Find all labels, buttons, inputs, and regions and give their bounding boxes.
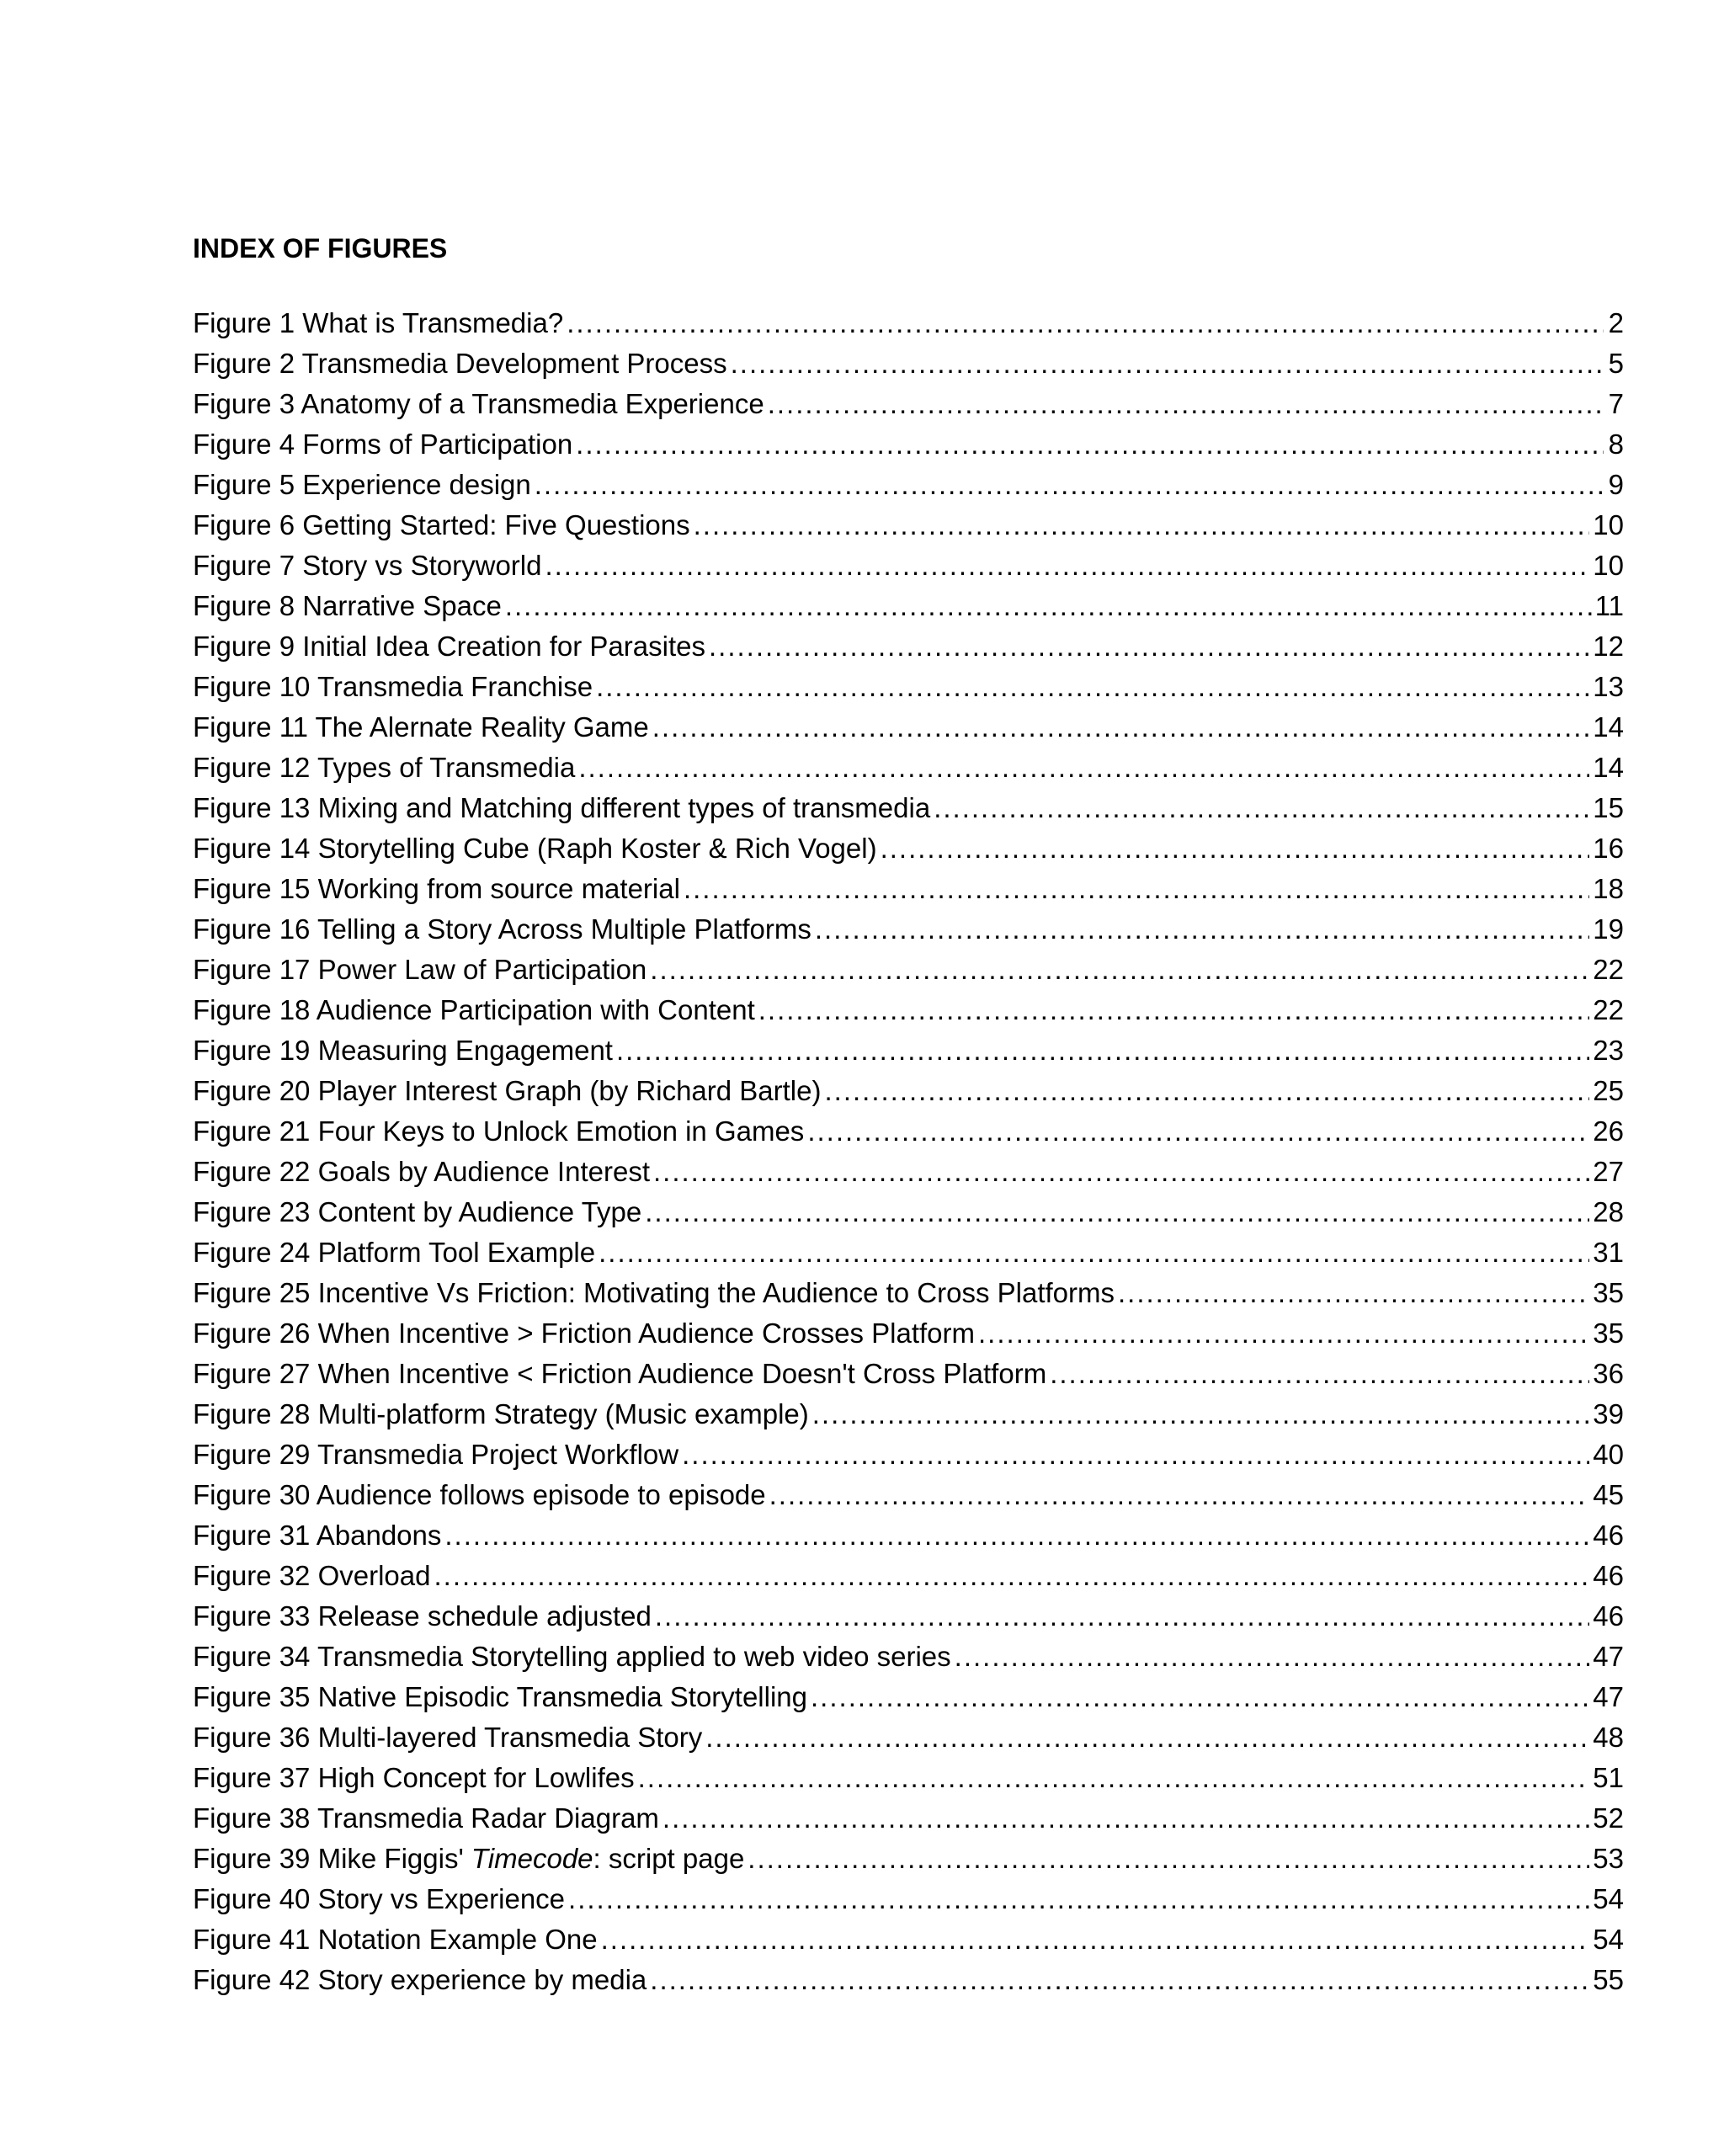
page-number: 22 (1593, 994, 1624, 1025)
page-number: 14 (1593, 752, 1624, 783)
page-number: 46 (1593, 1520, 1624, 1551)
figure-title: Figure 5 Experience design (193, 469, 531, 500)
figure-title-suffix: : script page (593, 1843, 745, 1874)
figure-index-entry[interactable] (193, 748, 1624, 788)
page-number: 48 (1593, 1722, 1624, 1753)
page-number: 8 (1608, 429, 1624, 460)
figure-index-entry[interactable] (193, 1717, 1624, 1758)
figure-title: Figure 38 Transmedia Radar Diagram (193, 1802, 659, 1834)
figure-title: Figure 3 Anatomy of a Transmedia Experience (193, 388, 764, 419)
page-number: 7 (1608, 388, 1624, 419)
figure-index-entry[interactable] (193, 1556, 1624, 1596)
page-number: 2 (1608, 307, 1624, 338)
dot-leader (576, 424, 1604, 465)
dot-leader (596, 667, 1589, 707)
dot-leader (769, 1475, 1590, 1515)
page-number: 40 (1593, 1439, 1624, 1470)
page-number: 12 (1593, 631, 1624, 662)
figure-title: Figure 9 Initial Idea Creation for Parasites (193, 631, 705, 662)
figure-index-entry[interactable] (193, 788, 1624, 828)
figure-title: Figure 40 Story vs Experience (193, 1883, 566, 1914)
dot-leader (684, 869, 1589, 909)
figure-index-entry[interactable] (193, 626, 1624, 667)
page-number: 18 (1593, 873, 1624, 904)
figure-index-entry[interactable] (193, 1960, 1624, 2000)
page-title: INDEX OF FIGURES (193, 233, 448, 264)
dot-leader (653, 1152, 1589, 1192)
dot-leader (568, 1879, 1589, 1919)
figure-index-entry[interactable] (193, 546, 1624, 586)
dot-leader (650, 1960, 1589, 2000)
figure-index-entry[interactable] (193, 1071, 1624, 1111)
figure-index-entry[interactable] (193, 1394, 1624, 1435)
dot-leader (815, 909, 1589, 950)
figure-index-entry[interactable] (193, 869, 1624, 909)
page-number: 52 (1593, 1802, 1624, 1834)
dot-leader (705, 1717, 1589, 1758)
figure-title: Figure 30 Audience follows episode to episode (193, 1479, 766, 1510)
figure-title: Figure 13 Mixing and Matching different types of transmedia (193, 792, 931, 823)
figure-title: Figure 2 Transmedia Development Process (193, 348, 727, 379)
dot-leader (824, 1071, 1589, 1111)
dot-leader (682, 1435, 1589, 1475)
dot-leader (955, 1637, 1590, 1677)
dot-leader (616, 1030, 1589, 1071)
figure-title: Figure 29 Transmedia Project Workflow (193, 1439, 679, 1470)
page-number: 36 (1593, 1358, 1624, 1389)
page-number: 22 (1593, 954, 1624, 985)
page-number: 51 (1593, 1762, 1624, 1793)
figure-title: Figure 4 Forms of Participation (193, 429, 573, 460)
figure-index-entry[interactable] (193, 1354, 1624, 1394)
figure-title (193, 1839, 744, 1879)
figure-title: Figure 18 Audience Participation with Content (193, 994, 755, 1025)
dot-leader (748, 1839, 1589, 1879)
dot-leader (444, 1515, 1589, 1556)
figure-index-entry[interactable] (193, 950, 1624, 990)
page-number: 19 (1593, 913, 1624, 945)
page-number: 35 (1593, 1277, 1624, 1308)
figure-index-entry[interactable] (193, 505, 1624, 546)
page-number: 46 (1593, 1600, 1624, 1632)
page-number: 10 (1593, 550, 1624, 581)
figure-index-entry[interactable] (193, 1758, 1624, 1798)
figure-index-entry[interactable] (193, 1879, 1624, 1919)
figure-title: Figure 19 Measuring Engagement (193, 1035, 613, 1066)
figure-title: Figure 25 Incentive Vs Friction: Motivating the Audience to Cross Platforms (193, 1277, 1115, 1308)
page-number: 55 (1593, 1964, 1624, 1995)
figure-title: Figure 21 Four Keys to Unlock Emotion in Games (193, 1115, 805, 1147)
figure-title: Figure 42 Story experience by media (193, 1964, 647, 1995)
figure-index-entry[interactable] (193, 1273, 1624, 1313)
figure-title-prefix: Figure 39 Mike Figgis' (193, 1843, 471, 1874)
figure-index-entry[interactable] (193, 1637, 1624, 1677)
figure-index-entry[interactable] (193, 828, 1624, 869)
figure-index-entry[interactable] (193, 586, 1624, 626)
page-number: 27 (1593, 1156, 1624, 1187)
figure-index-entry[interactable] (193, 909, 1624, 950)
page-number: 13 (1593, 671, 1624, 702)
figure-title: Figure 12 Types of Transmedia (193, 752, 576, 783)
dot-leader (694, 505, 1590, 546)
figure-index-entry[interactable] (193, 1030, 1624, 1071)
dot-leader (535, 465, 1604, 505)
page-number: 54 (1593, 1924, 1624, 1955)
figure-index-entry[interactable] (193, 707, 1624, 748)
figure-title: Figure 35 Native Episodic Transmedia Storytelling (193, 1681, 808, 1712)
page-number: 10 (1593, 509, 1624, 540)
dot-leader (807, 1111, 1589, 1152)
figure-index-entry[interactable] (193, 1435, 1624, 1475)
page-number: 35 (1593, 1318, 1624, 1349)
dot-leader (881, 828, 1590, 869)
figure-index-entry[interactable] (193, 1596, 1624, 1637)
figure-index-entry[interactable] (193, 1677, 1624, 1717)
figure-index-entry[interactable] (193, 1313, 1624, 1354)
page-number: 5 (1608, 348, 1624, 379)
dot-leader (545, 546, 1589, 586)
figure-index-entry[interactable] (193, 1839, 1624, 1879)
page-number: 26 (1593, 1115, 1624, 1147)
figure-index-entry[interactable] (193, 1111, 1624, 1152)
figure-index-entry[interactable] (193, 1798, 1624, 1839)
figure-index-entry[interactable] (193, 667, 1624, 707)
dot-leader (812, 1394, 1590, 1435)
figure-index-entry[interactable] (193, 465, 1624, 505)
page-number: 46 (1593, 1560, 1624, 1591)
page-number: 53 (1593, 1843, 1624, 1874)
dot-leader (662, 1798, 1589, 1839)
figure-title: Figure 32 Overload (193, 1560, 431, 1591)
figure-title: Figure 24 Platform Tool Example (193, 1237, 596, 1268)
dot-leader (655, 1596, 1589, 1637)
figure-index-entry[interactable] (193, 1475, 1624, 1515)
dot-leader (709, 626, 1589, 667)
figure-title: Figure 17 Power Law of Participation (193, 954, 647, 985)
figure-title: Figure 26 When Incentive > Friction Audience Crosses Platform (193, 1318, 976, 1349)
figure-title: Figure 8 Narrative Space (193, 590, 502, 621)
figure-index-entry[interactable] (193, 343, 1624, 384)
page-number: 47 (1593, 1641, 1624, 1672)
page-number: 15 (1593, 792, 1624, 823)
page-number: 14 (1593, 711, 1624, 743)
page-number: 39 (1593, 1398, 1624, 1429)
dot-leader (650, 950, 1589, 990)
dot-leader (505, 586, 1592, 626)
figure-index-list (193, 303, 1624, 2000)
figure-title: Figure 41 Notation Example One (193, 1924, 598, 1955)
figure-title: Figure 33 Release schedule adjusted (193, 1600, 652, 1632)
figure-index-entry[interactable] (193, 1919, 1624, 1960)
figure-index-entry[interactable] (193, 1515, 1624, 1556)
figure-title: Figure 34 Transmedia Storytelling applied to web video series (193, 1641, 951, 1672)
page-number: 16 (1593, 833, 1624, 864)
page-number: 28 (1593, 1196, 1624, 1227)
page-number: 54 (1593, 1883, 1624, 1914)
page-number: 11 (1594, 590, 1624, 621)
figure-title: Figure 37 High Concept for Lowlifes (193, 1762, 635, 1793)
dot-leader (978, 1313, 1589, 1354)
figure-title: Figure 27 When Incentive < Friction Audience Doesn't Cross Platform (193, 1358, 1047, 1389)
page-number: 31 (1593, 1237, 1624, 1268)
dot-leader (731, 343, 1604, 384)
figure-title: Figure 1 What is Transmedia? (193, 307, 564, 338)
figure-title: Figure 22 Goals by Audience Interest (193, 1156, 650, 1187)
dot-leader (768, 384, 1604, 424)
figure-title: Figure 6 Getting Started: Five Questions (193, 509, 690, 540)
figure-index-entry[interactable] (193, 1192, 1624, 1232)
dot-leader (567, 303, 1604, 343)
dot-leader (758, 990, 1590, 1030)
figure-index-entry[interactable] (193, 303, 1624, 343)
figure-index-entry[interactable] (193, 424, 1624, 465)
page-number: 9 (1608, 469, 1624, 500)
dot-leader (652, 707, 1590, 748)
figure-title: Figure 36 Multi-layered Transmedia Story (193, 1722, 703, 1753)
figure-title: Figure 14 Storytelling Cube (Raph Koster & Rich Vogel) (193, 833, 877, 864)
dot-leader (811, 1677, 1589, 1717)
figure-title: Figure 10 Transmedia Franchise (193, 671, 593, 702)
figure-title: Figure 16 Telling a Story Across Multiple Platforms (193, 913, 811, 945)
page-number: 47 (1593, 1681, 1624, 1712)
dot-leader (578, 748, 1589, 788)
dot-leader (434, 1556, 1589, 1596)
figure-title: Figure 15 Working from source material (193, 873, 680, 904)
figure-title: Figure 11 The Alernate Reality Game (193, 711, 649, 743)
figure-title: Figure 31 Abandons (193, 1520, 442, 1551)
figure-title: Figure 7 Story vs Storyworld (193, 550, 542, 581)
figure-title-italic: Timecode (471, 1843, 593, 1874)
dot-leader (601, 1919, 1590, 1960)
dot-leader (1118, 1273, 1589, 1313)
figure-index-entry[interactable] (193, 384, 1624, 424)
page-number: 23 (1593, 1035, 1624, 1066)
figure-index-entry[interactable] (193, 1152, 1624, 1192)
dot-leader (645, 1192, 1589, 1232)
figure-title: Figure 20 Player Interest Graph (by Richard Bartle) (193, 1075, 822, 1106)
page-number: 25 (1593, 1075, 1624, 1106)
figure-title: Figure 28 Multi-platform Strategy (Music example) (193, 1398, 809, 1429)
dot-leader (1050, 1354, 1589, 1394)
dot-leader (934, 788, 1589, 828)
figure-title: Figure 23 Content by Audience Type (193, 1196, 642, 1227)
page-number: 45 (1593, 1479, 1624, 1510)
dot-leader (638, 1758, 1590, 1798)
dot-leader (599, 1232, 1589, 1273)
figure-index-entry[interactable] (193, 1232, 1624, 1273)
figure-index-entry[interactable] (193, 990, 1624, 1030)
